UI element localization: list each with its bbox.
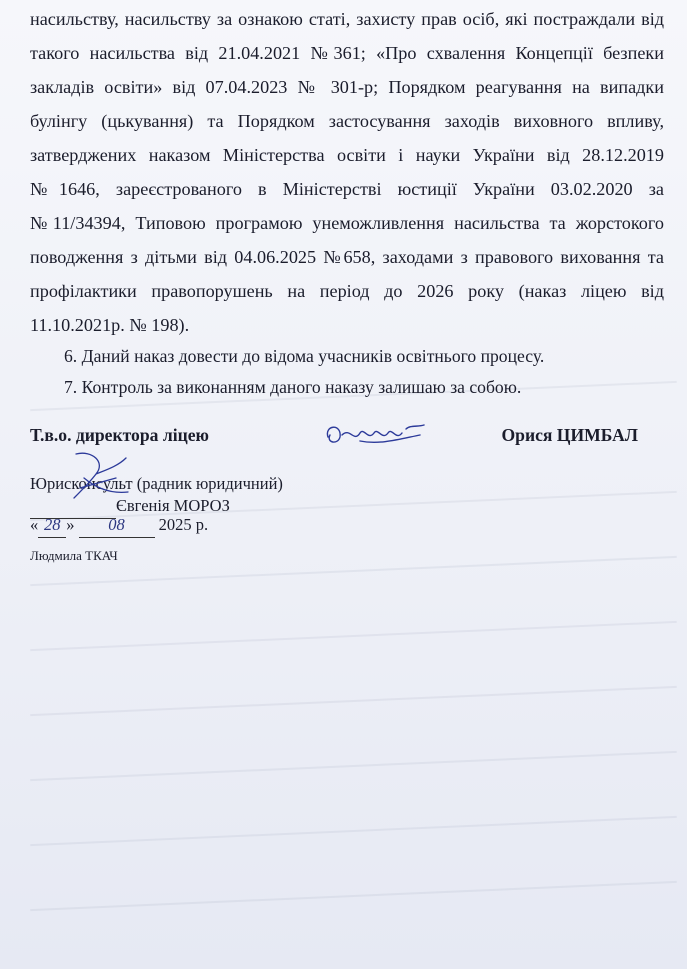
bleed-through-line [30,621,676,651]
date-year: 2025 р. [158,515,209,534]
bleed-through-line [30,751,676,781]
agreement-role: Юрисконсульт (радник юридичний) [30,474,283,493]
body-line: затверджених наказом Міністерства освіти і науки України від 28.12.2019 [30,145,664,165]
body-line: насильству, насильству за ознакою статі, захисту прав осіб, які постраждали від [30,9,664,29]
date-day: 28 [38,513,66,538]
bleed-through-line [30,686,676,716]
body-line: профілактики правопорушень на період до 2026 року (наказ ліцею від [30,281,664,301]
body-line: 11.10.2021р. № 198). [30,315,190,335]
lawyer-name: Євгенія МОРОЗ [116,496,230,515]
director-title: Т.в.о. директора ліцею [30,425,209,445]
director-name: Орися ЦИМБАЛ [501,425,638,445]
bleed-through-line [30,881,676,911]
date-month: 08 [79,513,155,538]
item-number: 7. [64,377,78,397]
body-line: №11/34394, Типовою програмою унеможливлення насильства та жорстокого [30,213,664,233]
order-item-7 [64,372,521,402]
director-signature-icon [320,415,430,455]
agreement-date: « 28 » 08 2025 р. [30,513,208,538]
body-line: булінгу (цькування) та Порядком застосування заходів виховного впливу, [30,111,664,131]
body-line: такого насильства від 21.04.2021 №361; «Про схвалення Концепції безпеки [30,43,664,63]
body-line: поводження з дітьми від 04.06.2025 №658, заходами з правового виховання та [30,247,664,267]
bleed-through-line [30,816,676,846]
item-number: 6. [64,346,78,366]
order-item-6 [64,341,544,371]
item-text: Даний наказ довести до відома учасників освітнього процесу. [81,346,545,366]
body-paragraph [30,2,664,342]
bleed-through-line [30,556,676,586]
body-line: закладів освіти» від 07.04.2023 № 301-р; Порядком реагування на випадки [30,77,664,97]
executor-name: Людмила ТКАЧ [30,548,118,563]
body-line: №1646, зареєстрованого в Міністерстві юстиції України 03.02.2020 за [30,179,664,199]
item-text: Контроль за виконанням даного наказу залишаю за собою. [81,377,522,397]
